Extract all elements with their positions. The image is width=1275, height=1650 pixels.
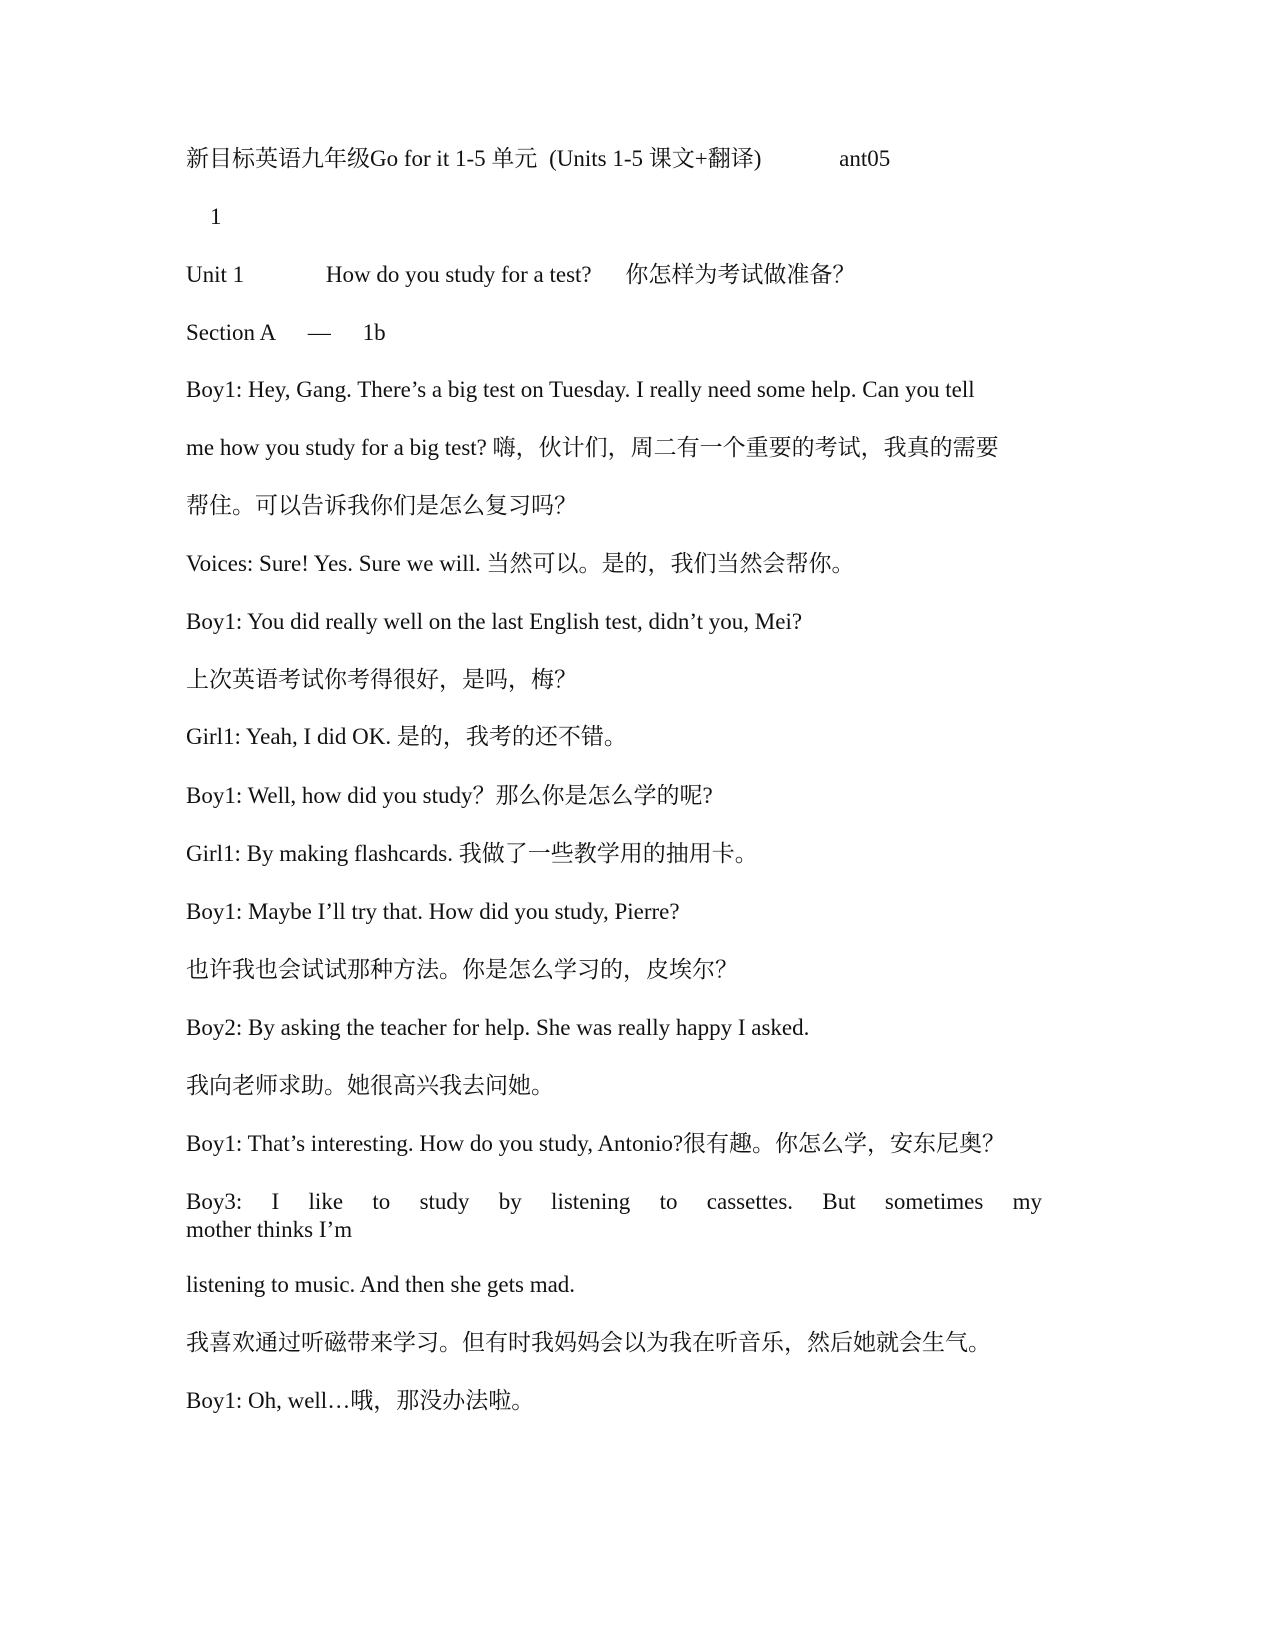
unit-question-translation: 你怎样为考试做准备？ — [625, 262, 856, 287]
dialogue-line: 帮住。可以告诉我你们是怎么复习吗？ — [186, 493, 577, 518]
unit-heading — [186, 261, 855, 289]
dialogue-line: Boy1: Well, how did you study？那么你是怎么学的呢? — [186, 783, 713, 808]
dialogue-line: Boy1: Oh, well…哦，那没办法啦。 — [186, 1388, 535, 1413]
section-code: 1b — [362, 320, 386, 345]
unit-question: How do you study for a test? — [325, 262, 592, 287]
dialogue-line: Voices: Sure! Yes. Sure we will. 当然可以。是的，我们当然会帮你。 — [186, 551, 855, 576]
unit-label: Unit 1 — [186, 262, 245, 287]
dialogue-line: Girl1: Yeah, I did OK. 是的，我考的还不错。 — [186, 724, 627, 749]
page-number: 1 — [210, 204, 222, 229]
dialogue-line: me how you study for a big test? 嗨，伙计们，周二有一个重要的考试，我真的需要 — [186, 435, 999, 460]
title-subtitle: (Units 1-5 课文+翻译) — [549, 146, 762, 171]
dialogue-line: 我喜欢通过听磁带来学习。但有时我妈妈会以为我在听音乐，然后她就会生气。 — [186, 1330, 991, 1355]
dialogue-line: listening to music. And then she gets mad. — [186, 1272, 576, 1297]
title-author: ant05 — [839, 146, 891, 171]
dialogue-line: Boy1: Maybe I’ll try that. How did you study, Pierre? — [186, 899, 680, 924]
section-dash: — — [307, 320, 331, 345]
dialogue-line: Boy1: You did really well on the last English test, didn’t you, Mei? — [186, 609, 803, 634]
dialogue-line: 我向老师求助。她很高兴我去问她。 — [186, 1073, 554, 1098]
dialogue-line: Boy1: Hey, Gang. There’s a big test on Tuesday. I really need some help. Can you tell — [186, 377, 975, 402]
section-label: Section A — [186, 320, 277, 345]
section-heading — [186, 319, 386, 347]
dialogue-line-justified: Boy3: I like to study by listening to cassettes. But sometimes my — [186, 1189, 1042, 1214]
dialogue-line: 上次英语考试你考得很好，是吗，梅？ — [186, 667, 577, 692]
dialogue-line: Boy2: By asking the teacher for help. She was really happy I asked. — [186, 1015, 810, 1040]
dialogue-line: Boy1: That’s interesting. How do you study, Antonio?很有趣。你怎么学，安东尼奥？ — [186, 1131, 1006, 1156]
title-main: 新目标英语九年级Go for it 1-5 单元 — [186, 146, 538, 171]
dialogue-line-wrapped: mother thinks I’m — [186, 1217, 353, 1242]
dialogue-line: Girl1: By making flashcards. 我做了一些教学用的抽用卡。 — [186, 841, 758, 866]
document-title — [186, 145, 890, 173]
dialogue-line: 也许我也会试试那种方法。你是怎么学习的，皮埃尔？ — [186, 957, 738, 982]
